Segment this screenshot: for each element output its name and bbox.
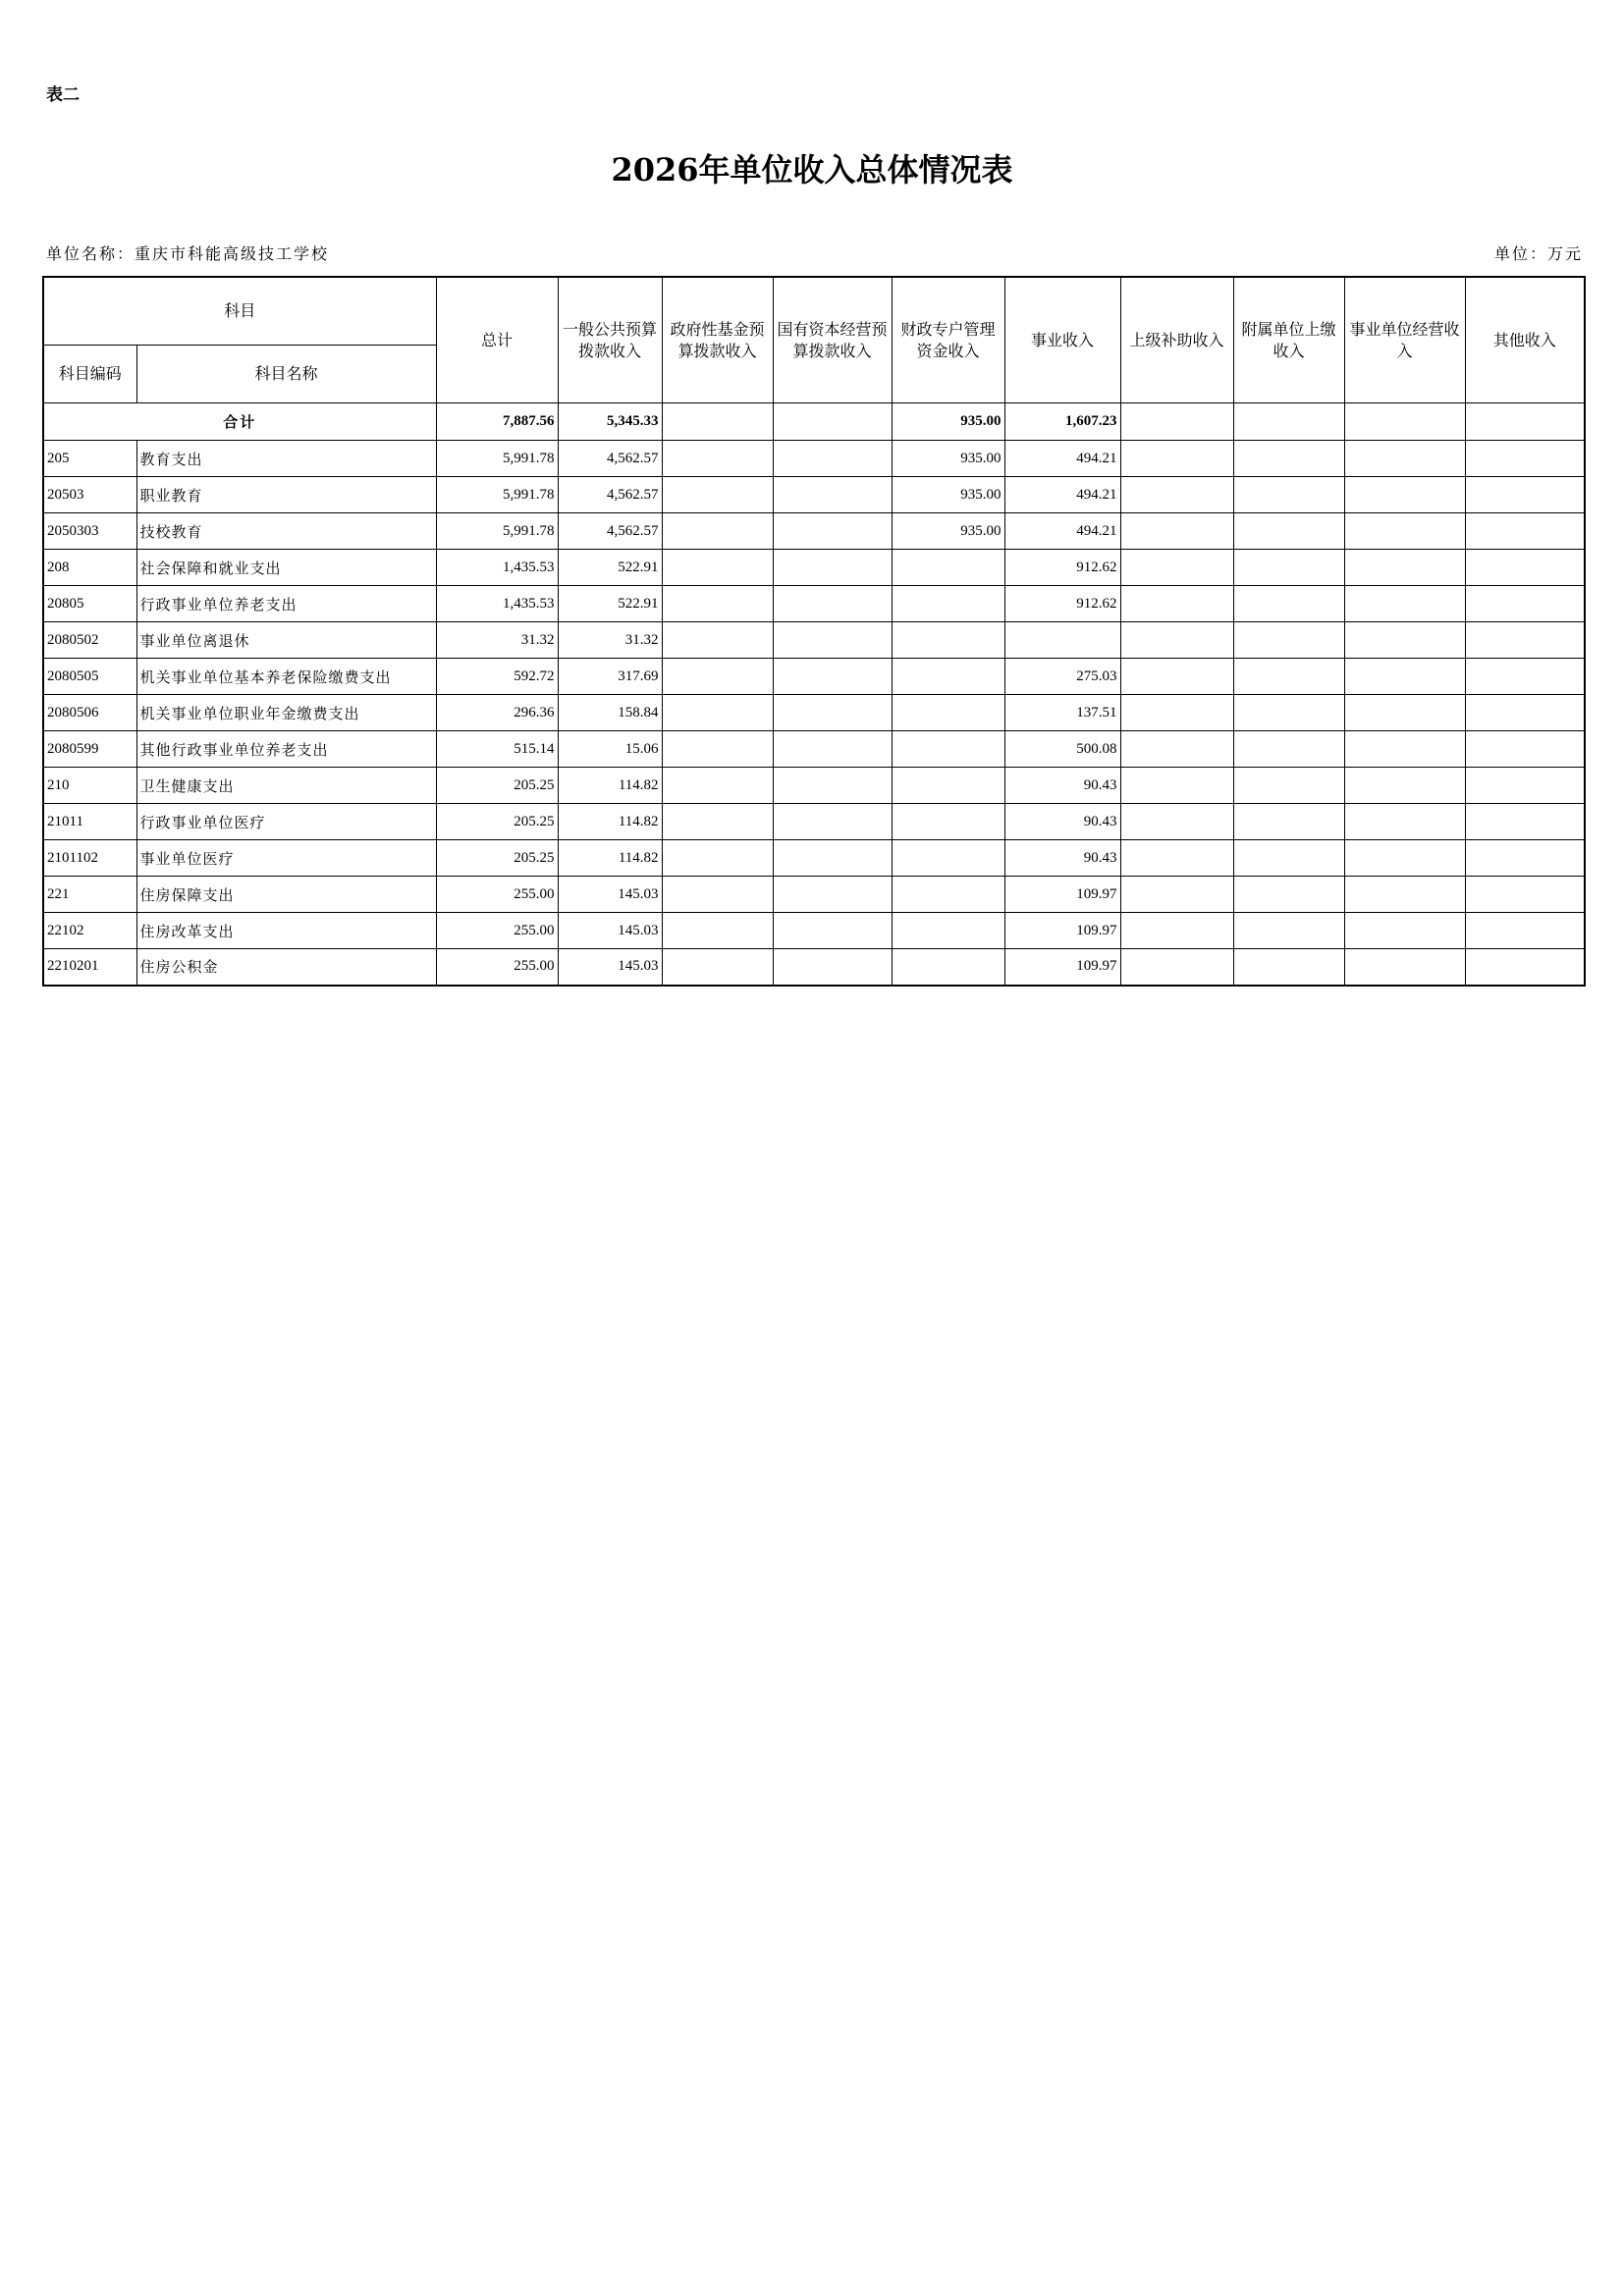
amount-cell: 5,991.78 — [436, 477, 558, 513]
total-label: 合计 — [43, 403, 436, 441]
amount-cell — [1344, 768, 1465, 804]
unit-name: 单位名称：重庆市科能高级技工学校 — [46, 244, 330, 263]
amount-cell — [1233, 659, 1344, 695]
amount-cell — [1120, 441, 1233, 477]
amount-cell — [892, 877, 1004, 913]
subject-header: 科目 — [43, 277, 436, 346]
amount-cell — [1465, 550, 1585, 586]
table-row — [43, 622, 1585, 659]
subject-code-cell: 2080505 — [43, 659, 136, 695]
amount-cell: 935.00 — [892, 513, 1004, 550]
subject-name-cell: 行政事业单位养老支出 — [136, 586, 436, 622]
amount-cell — [1465, 731, 1585, 768]
amount-cell: 109.97 — [1004, 949, 1120, 986]
subject-name-cell: 事业单位离退休 — [136, 622, 436, 659]
subject-code-cell: 2050303 — [43, 513, 136, 550]
page-title: 2026年单位收入总体情况表 — [611, 151, 1013, 188]
amount-cell — [662, 622, 773, 659]
amount-cell — [1465, 441, 1585, 477]
subject-name-cell: 住房改革支出 — [136, 913, 436, 949]
amount-cell — [662, 840, 773, 877]
column-header: 政府性基金预算拨款收入 — [662, 277, 773, 403]
amount-cell — [662, 695, 773, 731]
amount-cell — [1120, 949, 1233, 986]
amount-cell: 4,562.57 — [558, 513, 662, 550]
subject-code-cell: 22102 — [43, 913, 136, 949]
amount-cell — [1120, 622, 1233, 659]
table-row — [43, 513, 1585, 550]
subject-name-cell: 机关事业单位职业年金缴费支出 — [136, 695, 436, 731]
subject-code-cell: 2080599 — [43, 731, 136, 768]
amount-cell — [662, 804, 773, 840]
amount-cell: 522.91 — [558, 586, 662, 622]
table-row — [43, 804, 1585, 840]
amount-cell — [1344, 586, 1465, 622]
amount-cell: 1,435.53 — [436, 586, 558, 622]
amount-cell: 114.82 — [558, 768, 662, 804]
amount-cell: 494.21 — [1004, 441, 1120, 477]
amount-cell: 109.97 — [1004, 913, 1120, 949]
amount-cell — [1465, 840, 1585, 877]
subject-code-cell: 205 — [43, 441, 136, 477]
amount-cell: 912.62 — [1004, 550, 1120, 586]
amount-cell — [773, 949, 892, 986]
total-cell — [1233, 403, 1344, 441]
amount-cell — [1465, 586, 1585, 622]
amount-cell — [1344, 622, 1465, 659]
subject-name-cell: 职业教育 — [136, 477, 436, 513]
total-cell: 5,345.33 — [558, 403, 662, 441]
amount-cell — [773, 731, 892, 768]
amount-cell — [1344, 513, 1465, 550]
amount-cell — [1120, 659, 1233, 695]
table-row — [43, 768, 1585, 804]
amount-cell — [1344, 550, 1465, 586]
amount-cell — [773, 513, 892, 550]
amount-cell — [773, 768, 892, 804]
amount-cell — [1233, 840, 1344, 877]
amount-cell: 31.32 — [436, 622, 558, 659]
column-header: 事业单位经营收入 — [1344, 277, 1465, 403]
amount-cell: 515.14 — [436, 731, 558, 768]
table-label: 表二 — [46, 85, 80, 105]
column-header: 财政专户管理资金收入 — [892, 277, 1004, 403]
column-header: 附属单位上缴收入 — [1233, 277, 1344, 403]
amount-cell — [1465, 695, 1585, 731]
amount-cell — [662, 513, 773, 550]
amount-cell: 935.00 — [892, 477, 1004, 513]
subject-code-cell: 20805 — [43, 586, 136, 622]
subject-name-cell: 社会保障和就业支出 — [136, 550, 436, 586]
subject-name-cell: 行政事业单位医疗 — [136, 804, 436, 840]
amount-cell: 145.03 — [558, 949, 662, 986]
amount-cell: 255.00 — [436, 913, 558, 949]
amount-cell — [1233, 441, 1344, 477]
subject-code-cell: 2080502 — [43, 622, 136, 659]
amount-cell — [1465, 768, 1585, 804]
amount-cell: 90.43 — [1004, 840, 1120, 877]
amount-cell — [1344, 695, 1465, 731]
amount-cell — [1120, 804, 1233, 840]
amount-cell — [892, 840, 1004, 877]
amount-cell — [1465, 877, 1585, 913]
amount-cell — [773, 659, 892, 695]
amount-cell — [1120, 586, 1233, 622]
subject-code-header: 科目编码 — [43, 346, 136, 403]
amount-cell — [1120, 731, 1233, 768]
column-header: 一般公共预算拨款收入 — [558, 277, 662, 403]
column-header: 其他收入 — [1465, 277, 1585, 403]
amount-cell: 592.72 — [436, 659, 558, 695]
total-cell — [662, 403, 773, 441]
amount-cell: 109.97 — [1004, 877, 1120, 913]
amount-cell — [773, 441, 892, 477]
table-row — [43, 913, 1585, 949]
amount-cell — [1344, 913, 1465, 949]
amount-cell — [1344, 804, 1465, 840]
amount-cell — [892, 586, 1004, 622]
table-row — [43, 441, 1585, 477]
header-row-1 — [43, 277, 1585, 346]
currency-unit: 单位：万元 — [1493, 244, 1583, 263]
amount-cell — [1465, 949, 1585, 986]
amount-cell — [1233, 804, 1344, 840]
amount-cell: 500.08 — [1004, 731, 1120, 768]
amount-cell — [662, 877, 773, 913]
total-cell — [1344, 403, 1465, 441]
amount-cell: 158.84 — [558, 695, 662, 731]
amount-cell — [1233, 877, 1344, 913]
amount-cell: 4,562.57 — [558, 477, 662, 513]
amount-cell: 90.43 — [1004, 804, 1120, 840]
table-row — [43, 731, 1585, 768]
table-row — [43, 877, 1585, 913]
column-header: 上级补助收入 — [1120, 277, 1233, 403]
subject-name-cell: 住房保障支出 — [136, 877, 436, 913]
amount-cell — [892, 913, 1004, 949]
total-cell — [1465, 403, 1585, 441]
table-row — [43, 477, 1585, 513]
amount-cell: 522.91 — [558, 550, 662, 586]
amount-cell — [1233, 949, 1344, 986]
amount-cell — [1344, 477, 1465, 513]
amount-cell: 90.43 — [1004, 768, 1120, 804]
amount-cell — [1120, 550, 1233, 586]
amount-cell — [773, 840, 892, 877]
amount-cell — [1233, 768, 1344, 804]
amount-cell — [1233, 622, 1344, 659]
amount-cell — [773, 477, 892, 513]
subject-code-cell: 2210201 — [43, 949, 136, 986]
amount-cell — [1120, 513, 1233, 550]
amount-cell — [892, 622, 1004, 659]
amount-cell — [662, 441, 773, 477]
amount-cell: 255.00 — [436, 949, 558, 986]
amount-cell — [773, 913, 892, 949]
amount-cell: 205.25 — [436, 804, 558, 840]
amount-cell — [892, 731, 1004, 768]
amount-cell: 15.06 — [558, 731, 662, 768]
subject-code-cell: 20503 — [43, 477, 136, 513]
amount-cell: 494.21 — [1004, 477, 1120, 513]
table-row — [43, 840, 1585, 877]
amount-cell — [662, 768, 773, 804]
amount-cell: 317.69 — [558, 659, 662, 695]
subject-name-cell: 事业单位医疗 — [136, 840, 436, 877]
subject-name-cell: 住房公积金 — [136, 949, 436, 986]
amount-cell — [662, 477, 773, 513]
amount-cell — [1233, 731, 1344, 768]
amount-cell — [662, 913, 773, 949]
subject-code-cell: 208 — [43, 550, 136, 586]
amount-cell — [773, 622, 892, 659]
amount-cell — [1465, 804, 1585, 840]
amount-cell: 114.82 — [558, 804, 662, 840]
amount-cell: 494.21 — [1004, 513, 1120, 550]
amount-cell — [1120, 877, 1233, 913]
amount-cell — [773, 586, 892, 622]
total-cell: 935.00 — [892, 403, 1004, 441]
table-row — [43, 659, 1585, 695]
total-cell: 7,887.56 — [436, 403, 558, 441]
amount-cell — [662, 731, 773, 768]
amount-cell: 145.03 — [558, 913, 662, 949]
amount-cell — [1465, 659, 1585, 695]
amount-cell: 137.51 — [1004, 695, 1120, 731]
amount-cell: 145.03 — [558, 877, 662, 913]
amount-cell — [1344, 731, 1465, 768]
amount-cell: 31.32 — [558, 622, 662, 659]
subject-code-cell: 2101102 — [43, 840, 136, 877]
amount-cell: 1,435.53 — [436, 550, 558, 586]
amount-cell: 114.82 — [558, 840, 662, 877]
total-row — [43, 403, 1585, 441]
amount-cell: 912.62 — [1004, 586, 1120, 622]
amount-cell — [892, 804, 1004, 840]
table-row — [43, 695, 1585, 731]
amount-cell — [892, 695, 1004, 731]
amount-cell — [1004, 622, 1120, 659]
amount-cell — [1465, 622, 1585, 659]
amount-cell — [662, 949, 773, 986]
table-row — [43, 949, 1585, 986]
table-row — [43, 550, 1585, 586]
amount-cell — [662, 586, 773, 622]
amount-cell — [1233, 550, 1344, 586]
amount-cell — [892, 768, 1004, 804]
amount-cell — [892, 550, 1004, 586]
amount-cell — [662, 550, 773, 586]
amount-cell — [1465, 477, 1585, 513]
amount-cell — [1120, 768, 1233, 804]
amount-cell: 935.00 — [892, 441, 1004, 477]
total-cell — [1120, 403, 1233, 441]
amount-cell — [1233, 586, 1344, 622]
total-cell: 1,607.23 — [1004, 403, 1120, 441]
amount-cell — [773, 877, 892, 913]
table-row — [43, 586, 1585, 622]
amount-cell — [1344, 840, 1465, 877]
amount-cell — [773, 804, 892, 840]
amount-cell — [1465, 913, 1585, 949]
amount-cell — [1344, 441, 1465, 477]
column-header: 国有资本经营预算拨款收入 — [773, 277, 892, 403]
amount-cell — [662, 659, 773, 695]
amount-cell: 275.03 — [1004, 659, 1120, 695]
subject-code-cell: 210 — [43, 768, 136, 804]
subject-name-cell: 教育支出 — [136, 441, 436, 477]
amount-cell: 296.36 — [436, 695, 558, 731]
amount-cell: 5,991.78 — [436, 441, 558, 477]
amount-cell: 205.25 — [436, 768, 558, 804]
subject-name-cell: 卫生健康支出 — [136, 768, 436, 804]
subject-name-cell: 机关事业单位基本养老保险缴费支出 — [136, 659, 436, 695]
amount-cell — [773, 550, 892, 586]
amount-cell: 205.25 — [436, 840, 558, 877]
amount-cell — [892, 949, 1004, 986]
subject-code-cell: 221 — [43, 877, 136, 913]
income-summary-table — [42, 276, 1586, 987]
amount-cell — [1120, 695, 1233, 731]
amount-cell — [1120, 840, 1233, 877]
column-header: 总计 — [436, 277, 558, 403]
amount-cell — [1344, 877, 1465, 913]
amount-cell — [1233, 513, 1344, 550]
amount-cell: 255.00 — [436, 877, 558, 913]
amount-cell — [773, 695, 892, 731]
column-header: 事业收入 — [1004, 277, 1120, 403]
amount-cell: 5,991.78 — [436, 513, 558, 550]
subject-name-cell: 其他行政事业单位养老支出 — [136, 731, 436, 768]
subject-name-header: 科目名称 — [136, 346, 436, 403]
table-body — [43, 403, 1585, 986]
amount-cell — [1233, 695, 1344, 731]
amount-cell — [1465, 513, 1585, 550]
total-cell — [773, 403, 892, 441]
subject-code-cell: 2080506 — [43, 695, 136, 731]
amount-cell — [1344, 949, 1465, 986]
subject-code-cell: 21011 — [43, 804, 136, 840]
amount-cell: 4,562.57 — [558, 441, 662, 477]
amount-cell — [1120, 913, 1233, 949]
amount-cell — [1233, 913, 1344, 949]
amount-cell — [892, 659, 1004, 695]
subject-name-cell: 技校教育 — [136, 513, 436, 550]
amount-cell — [1120, 477, 1233, 513]
amount-cell — [1344, 659, 1465, 695]
amount-cell — [1233, 477, 1344, 513]
